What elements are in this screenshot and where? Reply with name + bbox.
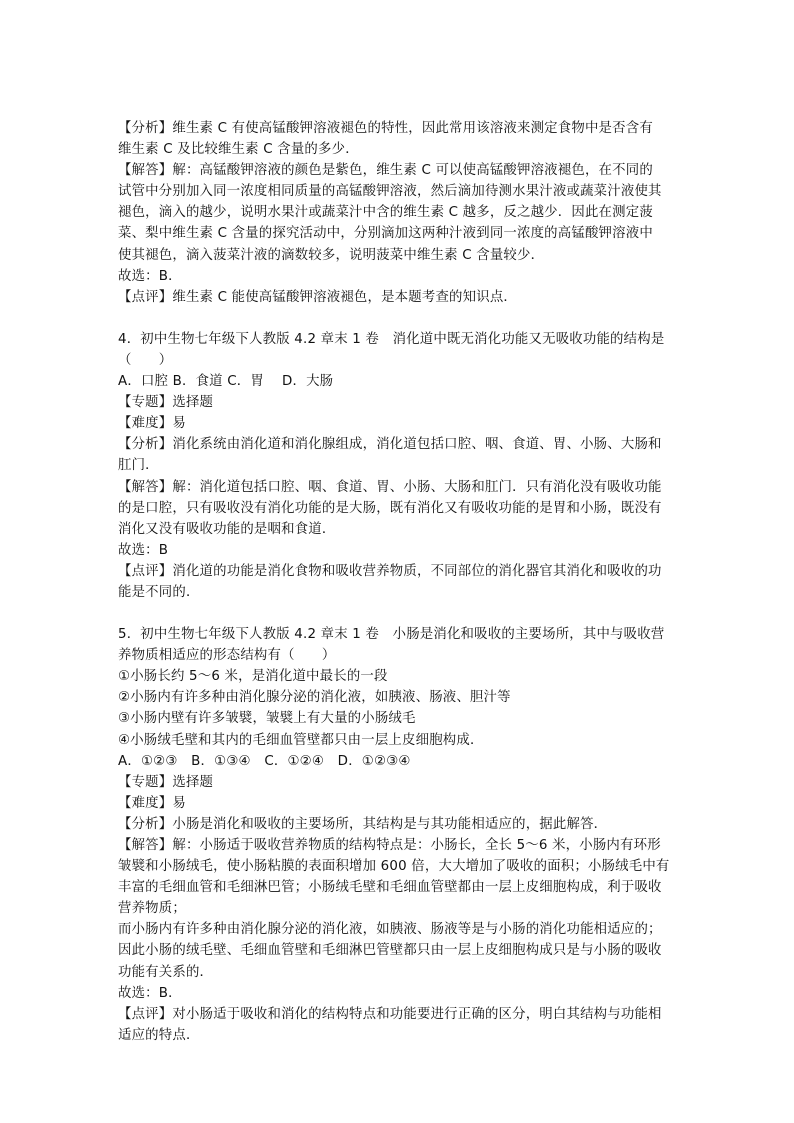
text-line: 【分析】消化系统由消化道和消化腺组成，消化道包括口腔、咽、食道、胃、小肠、大肠和	[118, 437, 662, 453]
text-line: 【分析】维生素 C 有使高锰酸钾溶液褪色的特性，因此常用该溶液来测定食物中是否含有	[118, 121, 653, 136]
text-line: 适应的特点．	[118, 1027, 200, 1043]
text-line: 【解答】解：消化道包括口腔、咽、食道、胃、小肠、大肠和肛门．只有消化没有吸收功能	[118, 479, 662, 495]
text-line: 4．初中生物七年级下人教版 4.2 章末 1 卷 消化道中既无消化功能又无吸收功能的结构是	[118, 331, 665, 347]
document-page	[118, 118, 684, 1046]
text-line: ②小肠内有许多种由消化腺分泌的消化液，如胰液、肠液、胆汁等	[118, 690, 511, 706]
text-line: 丰富的毛细血管和毛细淋巴管；小肠绒毛壁和毛细血管壁都由一层上皮细胞构成，利于吸收	[118, 880, 662, 896]
text-line: A．①②③ B．①③④ C．①②④ D．①②③④	[118, 753, 411, 769]
text-line: 【分析】小肠是消化和吸收的主要场所，其结构是与其功能相适应的，据此解答．	[118, 816, 608, 832]
text-line: 【解答】解：小肠适于吸收营养物质的结构特点是：小肠长，全长 5～6 米，小肠内有环形	[118, 838, 661, 853]
text-line: 故选：B	[118, 542, 169, 558]
text-line: 营养物质；	[118, 901, 186, 917]
text-line: 能是不同的．	[118, 584, 200, 600]
text-line: 【点评】消化道的功能是消化食物和吸收营养物质，不同部位的消化器官其消化和吸收的功	[118, 563, 662, 579]
text-line: 褪色，滴入的越少，说明水果汁或蔬菜汁中含的维生素 C 越多，反之越少．因此在测定菠	[118, 205, 653, 221]
text-line: 因此小肠的绒毛壁、毛细血管壁和毛细淋巴管壁都只由一层上皮细胞构成只是与小肠的吸收	[118, 943, 662, 959]
text-line: ①小肠长约 5～6 米，是消化道中最长的一段	[118, 669, 388, 685]
text-line: 肛门．	[118, 458, 159, 474]
text-line: 【点评】对小肠适于吸收和消化的结构特点和功能要进行正确的区分，明白其结构与功能相	[118, 1006, 662, 1022]
blank-line	[118, 308, 684, 329]
text-line: 消化又没有吸收功能的是咽和食道．	[118, 521, 336, 537]
text-line: 使其褪色，滴入菠菜汁液的滴数较多，说明菠菜中维生素 C 含量较少．	[118, 247, 545, 263]
text-line: 【解答】解：高锰酸钾溶液的颜色是紫色，维生素 C 可以使高锰酸钾溶液褪色，在不同的	[118, 163, 653, 179]
text-line: 【专题】选择题	[118, 395, 214, 411]
text-line: 菜、梨中维生素 C 含量的探究活动中，分别滴加这两种汁液到同一浓度的高锰酸钾溶液中	[118, 226, 653, 242]
text-line: 的是口腔，只有吸收没有消化功能的是大肠，既有消化又有吸收功能的是胃和小肠，既没有	[118, 500, 662, 516]
text-line: 皱襞和小肠绒毛，使小肠粘膜的表面积增加 600 倍，大大增加了吸收的面积；小肠绒毛中有	[118, 859, 670, 875]
text-line: ④小肠绒毛壁和其内的毛细血管壁都只由一层上皮细胞构成．	[118, 732, 484, 748]
text-line: 而小肠内有许多种由消化腺分泌的消化液，如胰液、肠液等是与小肠的消化功能相适应的；	[118, 922, 662, 938]
blank-line	[118, 603, 684, 624]
text-line: 【难度】易	[118, 416, 186, 432]
text-line: 故选：B．	[118, 268, 182, 284]
text-line: 【专题】选择题	[118, 774, 214, 790]
text-line: 维生素 C 及比较维生素 C 含量的多少．	[118, 142, 359, 158]
text-line: 养物质相适应的形态结构有（ ）	[118, 648, 336, 664]
text-line: ③小肠内壁有许多皱襞，皱襞上有大量的小肠绒毛	[118, 711, 416, 727]
text-line: 故选：B．	[118, 985, 182, 1001]
text-line: 功能有关系的．	[118, 964, 214, 980]
text-line: （ ）	[118, 352, 173, 368]
text-line: 5．初中生物七年级下人教版 4.2 章末 1 卷 小肠是消化和吸收的主要场所，其中与吸收营	[118, 627, 665, 643]
text-line: 【点评】维生素 C 能使高锰酸钾溶液褪色，是本题考查的知识点．	[118, 289, 517, 305]
text-line: A．口腔 B．食道 C．胃 D．大肠	[118, 374, 334, 390]
text-line: 【难度】易	[118, 795, 186, 811]
text-line: 试管中分别加入同一浓度相同质量的高锰酸钾溶液，然后滴加待测水果汁液或蔬菜汁液使其	[118, 184, 662, 200]
